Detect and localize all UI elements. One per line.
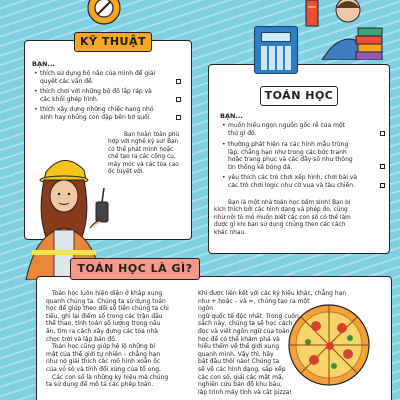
- engineering-checkbox-3[interactable]: [176, 115, 181, 120]
- math-bullet-1: • muốn hiểu ngọn nguồn gốc rễ của một thứ gì đó.: [222, 122, 345, 137]
- pizza-illustration: [286, 302, 372, 388]
- engineering-checkbox-1[interactable]: [176, 79, 181, 84]
- math-summary: Bạn là một nhà toán học bẩm sinh! Bạn bị kích thích bởi các hình dạng và phép đo, cũng như nỗi tò mò muốn biết các con số có thể làm được gì khi bạn sử dụng chúng theo các cách khác nhau.: [214, 200, 351, 236]
- boy-with-books-illustration: [300, 0, 390, 60]
- what-is-math-title: TOÁN HỌC LÀ GÌ?: [70, 258, 200, 280]
- engineering-bullet-3: • thích xây dựng những chiếc hang nhỏ xinh hay những con đập bên bờ suối.: [34, 106, 154, 121]
- engineering-checkbox-2[interactable]: [176, 97, 181, 102]
- math-bullet-2: • thường phát hiện ra các hình mẫu trùng lặp, chẳng hạn như trong các bức tranh hoặc trang phục và các dãy số như thông tin thống kê bóng đá.: [222, 141, 353, 171]
- calculator-icon: [254, 26, 298, 74]
- engineering-summary: Bạn hoàn toàn phù hợp với nghề kỹ sư! Bạn có thể phát minh hoặc chế tạo ra các công cụ, máy móc và các tòa cao ốc tuyệt vời.: [108, 132, 180, 176]
- math-bullet-3: • yêu thích các trò chơi xếp hình, chơi bài và các trò chơi logic như cờ vua và tàu chiến.: [222, 174, 358, 189]
- math-title: TOÁN HỌC: [260, 86, 338, 106]
- math-checkbox-2[interactable]: [380, 164, 385, 169]
- math-checkbox-1[interactable]: [380, 131, 385, 136]
- what-is-math-column-1: Toán học luôn hiện diện ở khắp xung quanh chúng ta. Chúng ta sử dụng toán học để giúp theo dõi số tiền chúng ta chi tiêu, ghi lại điểm số trong các trận đấu thể thao, tính toán số lượng trong nấu ăn, tìm ra cách xây dựng các tòa nhà chọc trời và lập bản đồ. Toán học cũng giúp hệ lộ những bí mật của thế giới tự nhiên – chẳng hạn như nó giải thích các mô hình xoắn ốc của vỏ sò và tính đối xứng của tổ ong. Các con số là những ký hiệu mà chúng ta sử dụng để mô tả các phép toán.: [46, 290, 169, 389]
- math-checkbox-3[interactable]: [380, 183, 385, 188]
- gear-icon: [84, 0, 124, 28]
- math-you-label: BẠN...: [220, 112, 243, 120]
- engineering-you-label: BẠN...: [32, 60, 55, 68]
- engineering-title: KỸ THUẬT: [74, 32, 152, 52]
- engineering-bullet-2: • thích chơi với những bộ đồ lắp ráp và các khối ghép hình.: [34, 88, 152, 103]
- what-is-math-column-2: Khi được liên kết với các ký hiệu khác, chẳng hạn như + hoặc – và =, chúng tạo ra một ngôn ngữ quốc tế độc nhất. Trong cuốn sách này, chúng ta sẽ học cách đọc và viết ngôn ngữ của toán học để có thể khám phá và hiểu thêm về thế giới xung quanh mình. Vậy thì, hãy bắt đầu thôi nào! Chúng ta sẽ về các hình dạng, sắp xếp các con số, giải các mật mã, nghiên cứu bản đồ khu báu, lập trình máy tính và cắt pizza!: [198, 290, 347, 396]
- engineering-bullet-1: • thích sử dụng bộ não của mình để giải quyết các vấn đề.: [34, 70, 156, 85]
